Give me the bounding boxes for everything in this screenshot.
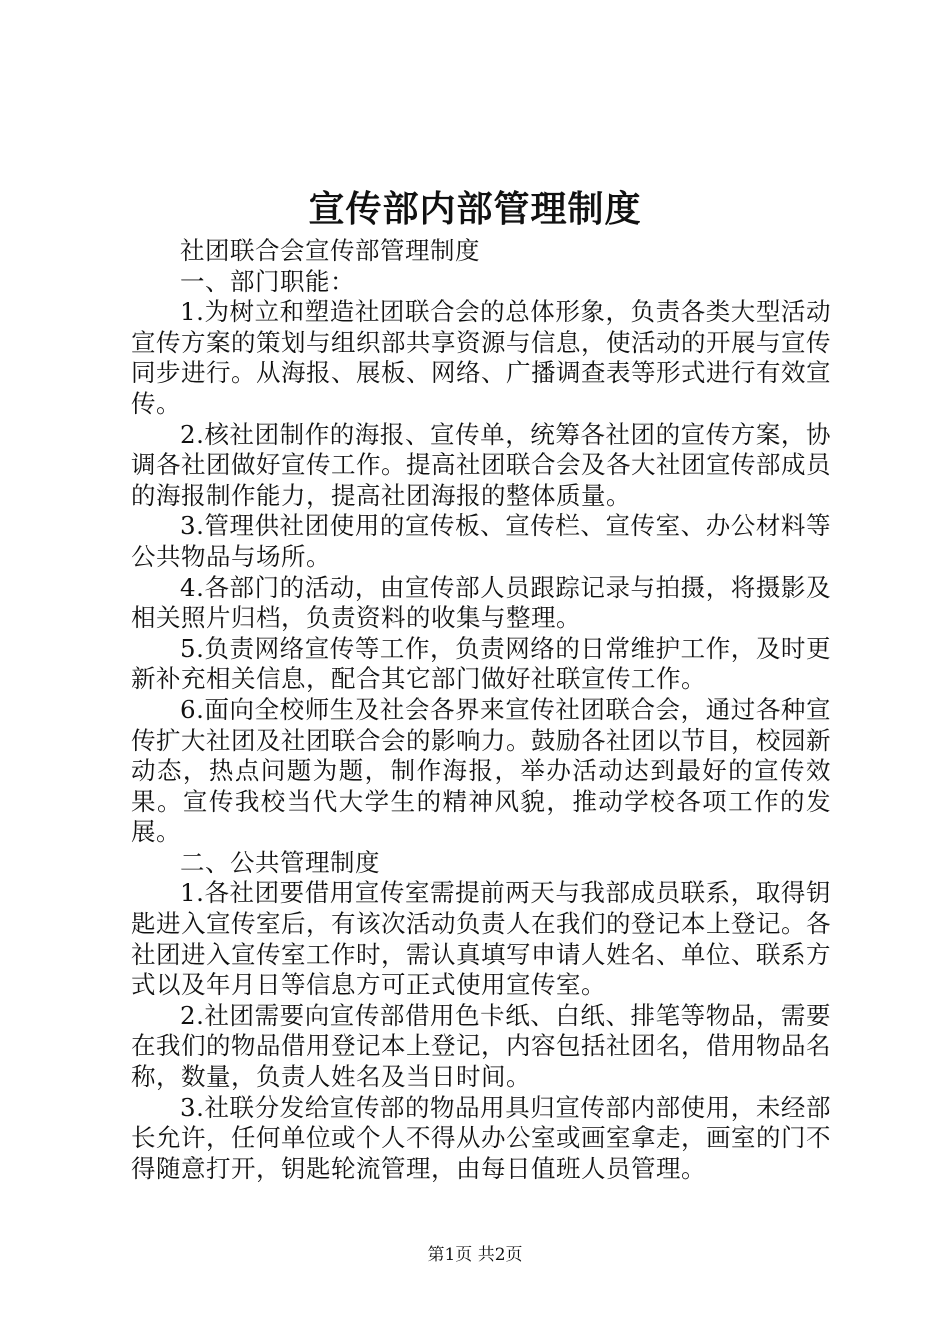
page-number-footer: 第1页 共2页	[427, 1245, 523, 1265]
paragraph-function-2: 2.核社团制作的海报、宣传单，统筹各社团的宣传方案，协调各社团做好宣传工作。提高社团联合会及各大社团宣传部成员的海报制作能力，提高社团海报的整体质量。	[131, 419, 831, 510]
paragraph-function-1: 1.为树立和塑造社团联合会的总体形象，负责各类大型活动宣传方案的策划与组织部共享资源与信息，使活动的开展与宣传同步进行。从海报、展板、网络、广播调查表等形式进行有效宣传。	[131, 297, 831, 418]
paragraph-function-3: 3.管理供社团使用的宣传板、宣传栏、宣传室、办公材料等公共物品与场所。	[131, 511, 831, 571]
paragraph-function-4: 4.各部门的活动，由宣传部人员跟踪记录与拍摄，将摄影及相关照片归档，负责资料的收集与整理。	[131, 572, 831, 633]
document-body	[131, 236, 831, 1184]
paragraph-function-6: 6.面向全校师生及社会各界来宣传社团联合会，通过各种宣传扩大社团及社团联合会的影响力。鼓励各社团以节目，校园新动态，热点问题为题，制作海报，举办活动达到最好的宣传效果。宣传我校当代大学生的精神风貌，推动学校各项工作的发展。	[131, 694, 831, 847]
paragraph-rule-3: 3.社联分发给宣传部的物品用具归宣传部内部使用，未经部长允许，任何单位或个人不得从办公室或画室拿走，画室的门不得随意打开，钥匙轮流管理，由每日值班人员管理。	[131, 1092, 831, 1183]
section-heading-public-management: 二、公共管理制度	[180, 847, 380, 877]
section-heading-department-functions: 一、部门职能：	[180, 266, 355, 296]
document-title: 宣传部内部管理制度	[308, 188, 642, 230]
paragraph-function-5: 5.负责网络宣传等工作，负责网络的日常维护工作，及时更新补充相关信息，配合其它部门做好社联宣传工作。	[131, 633, 831, 694]
paragraph-subtitle: 社团联合会宣传部管理制度	[180, 236, 480, 265]
paragraph-rule-1: 1.各社团要借用宣传室需提前两天与我部成员联系，取得钥匙进入宣传室后，有该次活动负责人在我们的登记本上登记。各社团进入宣传室工作时，需认真填写申请人姓名、单位、联系方式以及年月日等信息方可正式使用宣传室。	[131, 878, 831, 1000]
paragraph-rule-2: 2.社团需要向宣传部借用色卡纸、白纸、排笔等物品，需要在我们的物品借用登记本上登记，内容包括社团名，借用物品名称，数量，负责人姓名及当日时间。	[131, 1000, 831, 1092]
